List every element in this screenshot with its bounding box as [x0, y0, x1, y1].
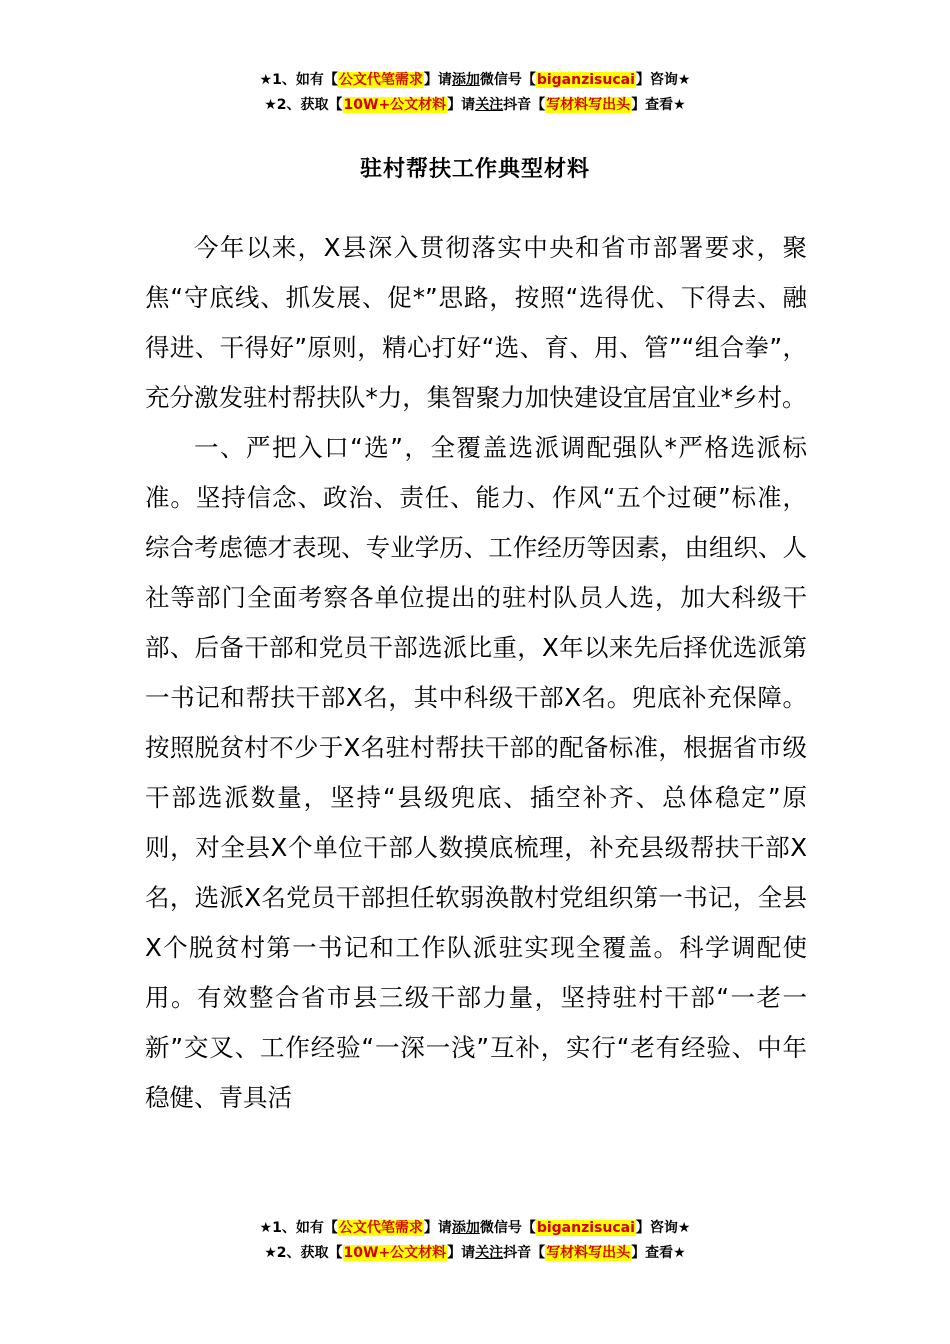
highlight-douyin-account: 写材料写出头 — [546, 1245, 631, 1261]
banner-line-1: ★1、如有【公文代笔需求】请添加微信号【biganzisucai】咨询★ — [259, 72, 691, 88]
header-banner — [0, 68, 950, 118]
document-title: 驻村帮扶工作典型材料 — [359, 157, 590, 182]
footer-banner — [0, 1216, 950, 1266]
highlight-service: 公文代笔需求 — [338, 72, 423, 88]
highlight-douyin-account: 写材料写出头 — [546, 97, 631, 113]
highlight-materials: 10W+公文材料 — [343, 97, 447, 113]
paragraph-intro: 今年以来，X县深入贯彻落实中央和省市部署要求，聚焦“守底线、抓发展、促*”思路，按照“选得优、下得去、融得进、干得好”原则，精心打好“选、育、用、管”“组合拳”，充分激发驻村帮扶队*力，集智聚力加快建设宜居宜业*乡村。 — [145, 233, 807, 412]
banner-line-1: ★1、如有【公文代笔需求】请添加微信号【biganzisucai】咨询★ — [259, 1220, 691, 1236]
banner-line-2: ★2、获取【10W+公文材料】请关注抖音【写材料写出头】查看★ — [264, 1245, 686, 1261]
highlight-wechat-id: biganzisucai — [536, 72, 635, 88]
highlight-service: 公文代笔需求 — [338, 1220, 423, 1236]
document-body — [145, 223, 807, 1123]
paragraph-section-1: 一、严把入口“选”，全覆盖选派调配强队*严格选派标准。坚持信念、政治、责任、能力、作风“五个过硬”标准，综合考虑德才表现、专业学历、工作经历等因素，由组织、人社等部门全面考察各单位提出的驻村队员人选，加大科级干部、后备干部和党员干部选派比重，X年以来先后择优选派第一书记和帮扶干部X名，其中科级干部X名。兜底补充保障。按照脱贫村不少于X名驻村帮扶干部的配备标准，根据省市级干部选派数量，坚持“县级兜底、插空补齐、总体稳定”原则，对全县X个单位干部人数摸底梳理，补充县级帮扶干部X名，选派X名党员干部担任软弱涣散村党组织第一书记，全县X个脱贫村第一书记和工作队派驻实现全覆盖。科学调配使用。有效整合省市县三级干部力量，坚持驻村干部“一老一新”交叉、工作经验“一深一浅”互补，实行“老有经验、中年稳健、青具活 — [145, 433, 807, 1112]
highlight-wechat-id: biganzisucai — [536, 1220, 635, 1236]
banner-line-2: ★2、获取【10W+公文材料】请关注抖音【写材料写出头】查看★ — [264, 97, 686, 113]
highlight-materials: 10W+公文材料 — [343, 1245, 447, 1261]
